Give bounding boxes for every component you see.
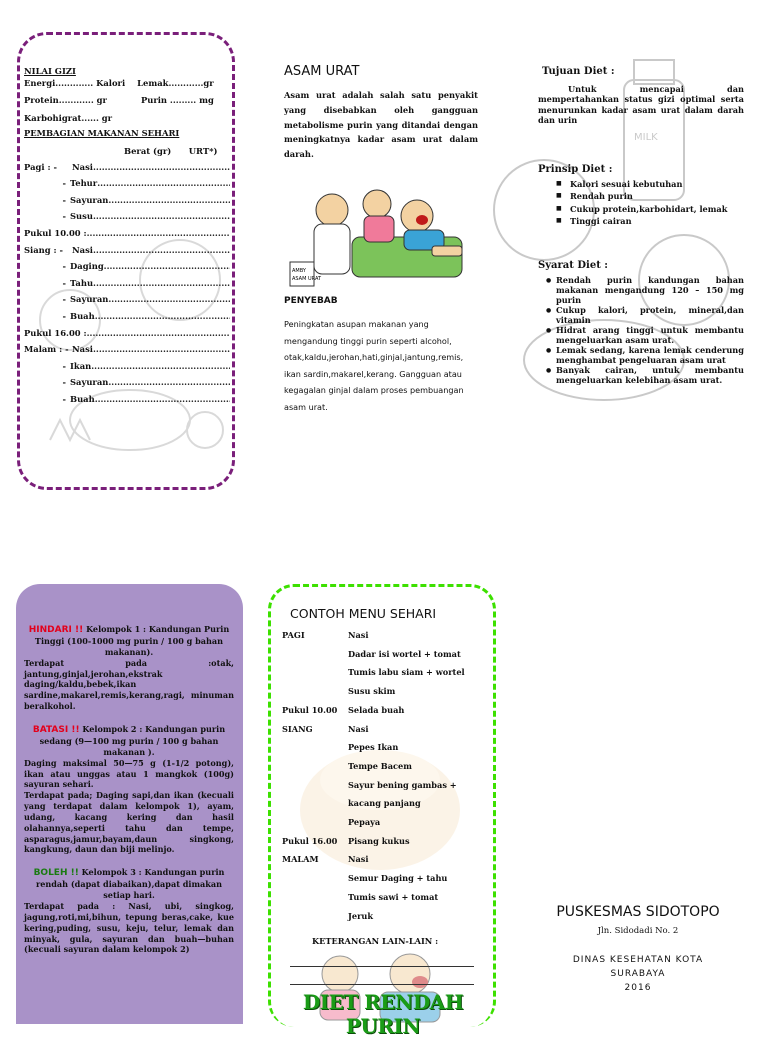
- agency-line-2: SURABAYA: [610, 968, 666, 979]
- meal-row-prefix: -: [62, 261, 66, 272]
- meal-row-dots: [93, 278, 230, 290]
- menu-item: Semur Daging + tahu: [348, 873, 448, 884]
- menu-time: MALAM: [282, 854, 319, 865]
- menu-time: Pukul 10.00: [282, 704, 338, 715]
- meal-row-dots: [87, 328, 230, 340]
- menu-item: Pepes Ikan: [348, 742, 399, 753]
- meal-row-dots: [108, 377, 230, 389]
- asam-urat-body: Asam urat adalah salah satu penyakit yang disebabkan oleh gangguan metabolisme purin yang ditandai dengan meningkatnya kadar asam urat dalam darah.: [284, 90, 478, 160]
- syarat-title: Syarat Diet :: [538, 260, 608, 271]
- prinsip-item: ■ Tinggi cairan: [556, 215, 756, 227]
- nutrition-panel: [24, 66, 230, 410]
- meal-row: [24, 162, 230, 174]
- clinic-address: Jln. Sidodadi No. 2: [597, 926, 679, 936]
- menu-item: Nasi: [348, 854, 369, 865]
- boleh-heading: Kelompok 3 : Kandungan purin rendah (dapat diabaikan),dapat dimakan setiap hari.: [35, 867, 225, 901]
- meal-row: [24, 211, 230, 223]
- energy-fat-row: [24, 78, 230, 90]
- prinsip-item: ■ Cukup protein,karbohidart, lemak: [556, 203, 756, 215]
- meal-row: [24, 361, 230, 373]
- gout-cartoon-illustration: [282, 182, 478, 292]
- meal-row: [24, 328, 230, 340]
- notes-line: [290, 984, 474, 985]
- hindari-body: Terdapat pada :otak, jantung,ginjal,jerohan,ekstrak daging/kaldu,bebek,ikan sardine,makarel,remis,kerang,ragi, minuman beralkohol.: [24, 657, 234, 712]
- meal-row-dots: [93, 211, 230, 223]
- menu-item: Tumis sawi + tomat: [348, 891, 439, 902]
- meal-row: [24, 344, 230, 356]
- meal-row-dots: [104, 261, 230, 273]
- syarat-item: ● Hidrat arang tinggi untuk membantu mengeluarkan asam urat.: [546, 325, 744, 345]
- diet-title: DIET RENDAH PURIN: [302, 990, 464, 1038]
- meal-row-dots: [108, 195, 230, 207]
- meal-row-prefix: Siang : -: [24, 244, 64, 255]
- menu-item: Tumis labu siam + wortel: [348, 667, 465, 678]
- fat-field: Lemak............gr: [137, 77, 214, 88]
- meal-row: [24, 294, 230, 306]
- menu-item: Dadar isi wortel + tomat: [348, 648, 461, 659]
- meal-row-prefix: -: [62, 294, 66, 305]
- meal-row-item: Susu: [70, 211, 93, 222]
- syarat-list: [546, 275, 744, 385]
- boleh-header: [24, 867, 234, 901]
- meal-row-dots: [108, 294, 230, 306]
- cause-title: PENYEBAB: [284, 296, 338, 306]
- meal-rows: [24, 162, 230, 406]
- meal-row-item: Pukul 10.00 :: [24, 227, 87, 238]
- meal-row-prefix: Malam : -: [24, 344, 69, 355]
- batasi-body-2: Terdapat pada; Daging sapi,dan ikan (kecuali yang terdapat dalam kelompok 1), ayam, udang, kacang kering dan hasil olahannya,seperti tahu dan tempe, asparagus,jamur,bayam,daun singkong, kangkung, daun dan biji melinjo.: [24, 790, 234, 855]
- meal-row-prefix: -: [62, 277, 66, 288]
- meal-row-item: Tahu: [70, 277, 94, 288]
- meal-row: [24, 311, 230, 323]
- image-caption-2: ASAM URAT: [292, 276, 322, 282]
- meal-row: [24, 394, 230, 406]
- meal-row: [24, 278, 230, 290]
- batasi-header: [24, 724, 234, 758]
- agency-line-1: DINAS KESEHATAN KOTA: [572, 955, 704, 965]
- meal-row-item: Pukul 16.00 :: [24, 327, 87, 338]
- meal-row-prefix: -: [62, 377, 66, 388]
- menu-item: Jeruk: [348, 910, 374, 921]
- nutrition-title: NILAI GIZI: [24, 66, 76, 76]
- tujuan-title: Tujuan Diet :: [542, 66, 615, 77]
- menu-item: Pepaya: [348, 817, 381, 827]
- meal-row: [24, 228, 230, 240]
- meal-row-dots: [93, 162, 230, 174]
- meal-row-item: Sayuran: [70, 194, 109, 205]
- hindari-heading: Kelompok 1 : Kandungan Purin Tinggi (100-1000 mg purin / 100 g bahan makanan).: [34, 624, 230, 657]
- syarat-item: ● Banyak cairan, untuk membantu mengeluarkan kelebihan asam urat.: [546, 365, 744, 385]
- syarat-item: ● Rendah purin kandungan bahan makanan mengandung 120 – 150 mg purin: [546, 275, 744, 305]
- meal-row-dots: [87, 228, 230, 240]
- hindari-header: [24, 624, 234, 658]
- batasi-heading: Kelompok 2 : Kandungan purin sedang (9—100 mg purin / 100 g bahan makanan ).: [39, 723, 226, 757]
- meal-row-item: Tehur: [70, 178, 98, 189]
- meal-row-prefix: -: [62, 211, 66, 222]
- protein-field: Protein............ gr: [24, 95, 107, 106]
- batasi-label: BATASI !!: [32, 724, 80, 735]
- agency-block: [528, 954, 748, 996]
- meal-row: [24, 377, 230, 389]
- meal-row: [24, 245, 230, 257]
- meal-row-dots: [93, 245, 230, 257]
- menu-item: Tempe Bacem: [348, 760, 412, 771]
- menu-time: PAGI: [282, 630, 305, 640]
- food-groups-content: [24, 624, 234, 955]
- prinsip-item: ■ Kalori sesuai kebutuhan: [556, 178, 756, 190]
- meal-row-prefix: Pagi : -: [24, 161, 57, 172]
- batasi-body-1: Daging maksimal 50—75 g (1-1/2 potong), ikan atau unggas atau 1 mangkok (100g) sayuran sehari.: [24, 757, 234, 790]
- tujuan-body: Untuk mencapai dan mempertahankan status gizi optimal serta menurunkan kadar asam urat dalam darah dan urin: [538, 84, 744, 125]
- prinsip-list: [556, 178, 756, 227]
- year: 2016: [624, 982, 652, 993]
- energy-field: Energi............. Kalori: [24, 77, 126, 88]
- image-caption: AMBY: [292, 268, 306, 274]
- menu-item: Nasi: [348, 723, 369, 734]
- meal-columns: Berat (gr) URT*): [124, 145, 218, 156]
- prinsip-title: Prinsip Diet :: [538, 164, 613, 175]
- meal-row-dots: [91, 361, 230, 373]
- meal-row-prefix: -: [62, 178, 66, 189]
- protein-purine-row: [24, 95, 230, 107]
- cause-body: Peningkatan asupan makanan yang mengandung tinggi purin seperti alcohol, otak,kaldu,jerohan,hati,ginjal,jantung,remis, ikan sardin,makarel,kerang. Gangguan atau kegagalan ginjal dalam proses pembuangan asam urat.: [284, 319, 464, 412]
- meal-row-dots: [97, 178, 230, 190]
- menu-title: CONTOH MENU SEHARI: [290, 606, 437, 621]
- meal-row-dots: [95, 394, 230, 406]
- menu-item: Nasi: [348, 630, 369, 640]
- meal-row-prefix: -: [62, 194, 66, 205]
- menu-time: SIANG: [282, 723, 313, 734]
- boleh-body: Terdapat pada : Nasi, ubi, singkog, jagung,roti,mi,bihun, tepung beras,cake, kue kering,puding, susu, keju, telur, lemak dan minyak, gula, sayuran dan buah—buhan (kecuali sayuran dalam kelompok 2): [24, 901, 234, 955]
- menu-item: Pisang kukus: [348, 835, 410, 846]
- meal-row-dots: [93, 344, 230, 356]
- meal-row-item: Buah: [70, 393, 95, 404]
- notes-line: [290, 966, 474, 967]
- meal-row-item: Sayuran: [70, 377, 109, 388]
- meal-heading: PEMBAGIAN MAKANAN SEHARI: [24, 128, 180, 139]
- menu-time: Pukul 16.00: [282, 835, 338, 846]
- milk-label: MILK: [634, 132, 658, 143]
- boleh-label: BOLEH !!: [33, 868, 79, 879]
- clinic-name: PUSKESMAS SIDOTOPO: [556, 904, 720, 920]
- menu-item: Sayur bening gambas +: [348, 779, 457, 790]
- hindari-label: HINDARI !!: [28, 625, 84, 635]
- purine-field: Purin ......... mg: [140, 95, 214, 106]
- meal-row-prefix: -: [62, 360, 66, 371]
- syarat-item: ● Lemak sedang, karena lemak cenderung menghambat pengeluaran asam urat: [546, 345, 744, 365]
- prinsip-item: ■ Rendah purin: [556, 190, 756, 202]
- meal-row-item: Ikan: [70, 360, 92, 371]
- meal-row: [24, 195, 230, 207]
- meal-row-item: Nasi: [72, 244, 93, 255]
- meal-row-prefix: -: [62, 393, 66, 404]
- meal-row: [24, 178, 230, 190]
- meal-row-prefix: -: [62, 310, 66, 321]
- meal-row-item: Daging: [70, 261, 104, 272]
- meal-row-dots: [95, 311, 230, 323]
- carbs-field: Karbohigrat...... gr: [24, 112, 113, 123]
- menu-item: kacang panjang: [348, 798, 421, 809]
- meal-row-item: Sayuran: [70, 294, 109, 305]
- notes-label: KETERANGAN LAIN-LAIN :: [312, 936, 439, 946]
- meal-row: [24, 261, 230, 273]
- meal-row-item: Nasi: [72, 344, 93, 355]
- meal-row-item: Buah: [70, 310, 95, 321]
- syarat-item: ● Cukup kalori, protein, mineral,dan vitamin: [546, 305, 744, 325]
- asam-urat-title: ASAM URAT: [284, 64, 360, 79]
- meal-row-item: Nasi: [72, 161, 93, 172]
- menu-item: Susu skim: [348, 686, 396, 697]
- menu-item: Selada buah: [348, 704, 405, 715]
